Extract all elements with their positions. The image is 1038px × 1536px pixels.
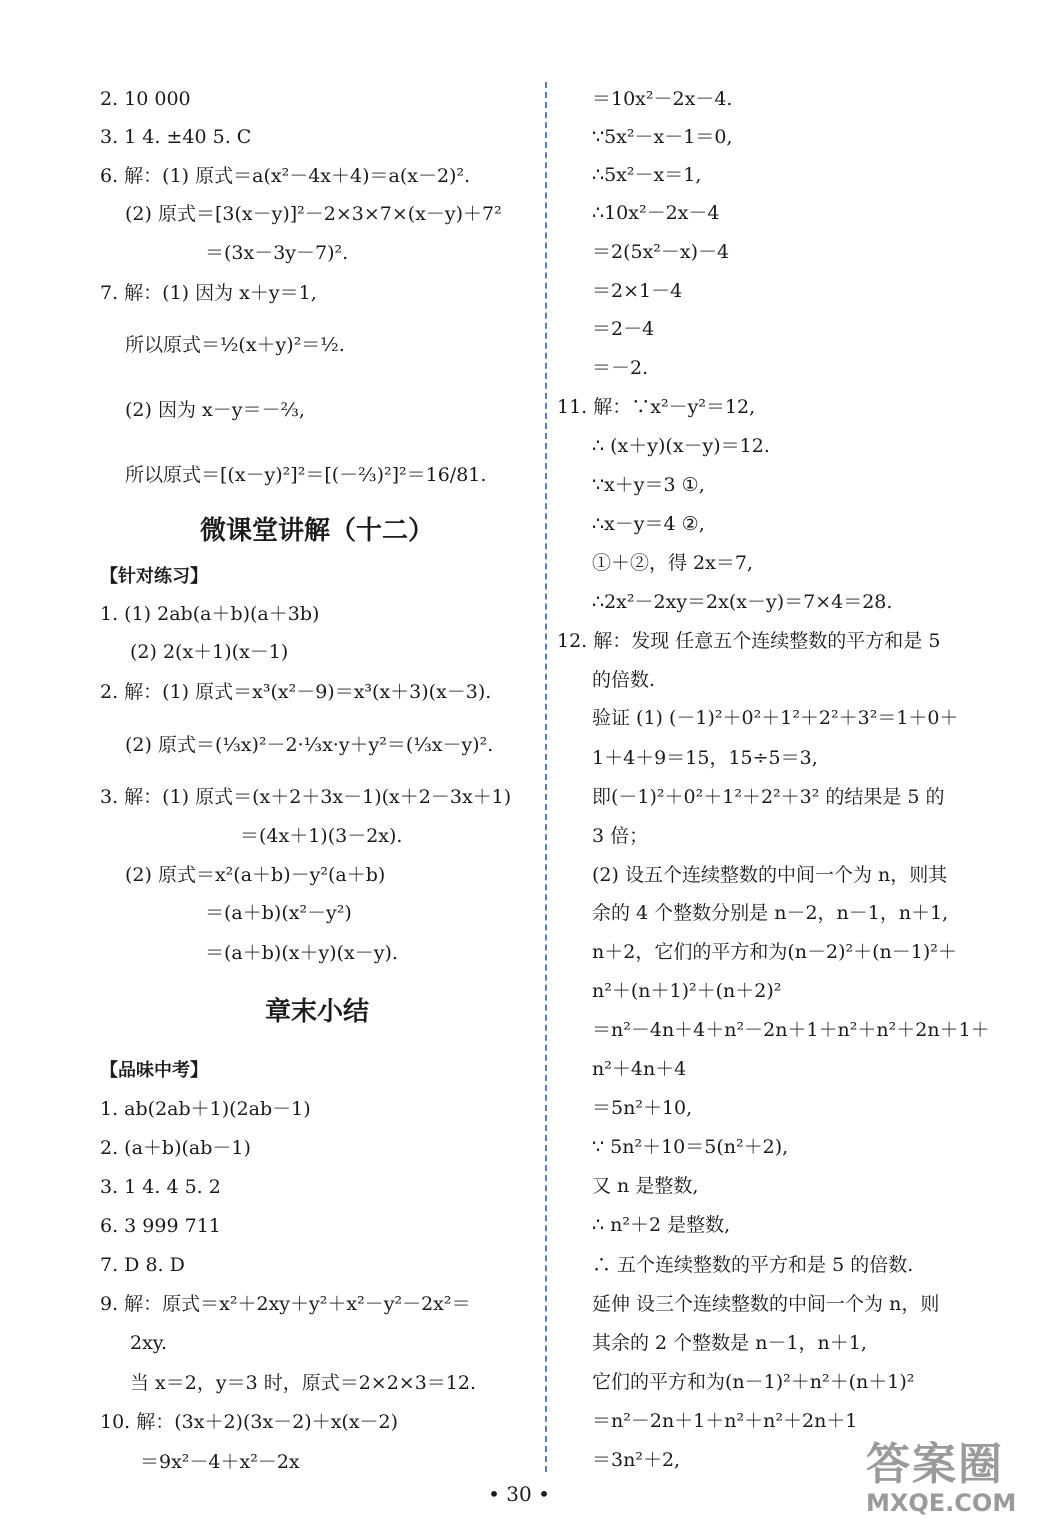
left-text-line: (2) 原式＝[3(x－y)]²－2×3×7×(x－y)＋7²	[125, 203, 502, 225]
right-text-line: ＝5n²＋10,	[592, 1097, 693, 1119]
left-text-line: 7. 解：(1) 因为 x＋y＝1,	[100, 282, 317, 304]
left-text-line: 1. (1) 2ab(a＋b)(a＋3b)	[100, 603, 320, 625]
left-text-line: 3. 解：(1) 原式＝(x＋2＋3x－1)(x＋2－3x＋1)	[100, 786, 512, 808]
right-text-line: ∵5x²－x－1＝0,	[592, 126, 733, 148]
left-text-line: (2) 原式＝x²(a＋b)－y²(a＋b)	[125, 864, 386, 886]
left-text-line: 3. 1 4. ±40 5. C	[100, 126, 252, 148]
left-text-line: 7. D 8. D	[100, 1254, 185, 1276]
right-text-line: ＝2(5x²－x)－4	[592, 241, 730, 263]
right-text-line: 延伸 设三个连续整数的中间一个为 n，则	[592, 1293, 940, 1315]
right-text-line: ①＋②，得 2x＝7,	[592, 552, 753, 574]
watermark-logo	[866, 1440, 1031, 1530]
right-text-line: ∴ 五个连续整数的平方和是 5 的倍数.	[592, 1254, 914, 1276]
left-text-line: 所以原式＝½(x＋y)²＝½.	[125, 334, 345, 356]
right-text-line: ＝2×1－4	[592, 280, 683, 302]
left-text-line: ＝(a＋b)(x²－y²)	[205, 902, 352, 924]
right-text-line: ∴5x²－x＝1,	[592, 164, 702, 186]
left-text-line: (2) 原式＝(⅓x)²－2·⅓x·y＋y²＝(⅓x－y)².	[125, 734, 494, 756]
right-text-line: (2) 设五个连续整数的中间一个为 n，则其	[592, 864, 948, 886]
left-text-line: 2. 解：(1) 原式＝x³(x²－9)＝x³(x＋3)(x－3).	[100, 681, 492, 703]
right-text-line: ∴10x²－2x－4	[592, 202, 720, 224]
right-text-line: ＝2－4	[592, 318, 655, 340]
right-text-line: 验证 (1) (－1)²＋0²＋1²＋2²＋3²＝1＋0＋	[592, 707, 959, 729]
right-text-line: ＝n²－2n＋1＋n²＋n²＋2n＋1	[592, 1410, 858, 1432]
left-text-line: ＝9x²－4＋x²－2x	[140, 1451, 300, 1473]
right-text-line: 即(－1)²＋0²＋1²＋2²＋3² 的结果是 5 的	[592, 786, 945, 808]
right-text-line: 1＋4＋9＝15，15÷5＝3,	[592, 747, 818, 769]
right-text-line: n²＋(n＋1)²＋(n＋2)²	[592, 980, 782, 1002]
right-text-line: 12. 解：发现 任意五个连续整数的平方和是 5	[557, 630, 941, 652]
left-text-line: ＝(3x－3y－7)².	[205, 242, 349, 264]
left-text-line: 9. 解：原式＝x²＋2xy＋y²＋x²－y²－2x²＝	[100, 1293, 471, 1315]
right-text-line: ＝10x²－2x－4.	[592, 88, 733, 110]
left-text-line: ＝(a＋b)(x＋y)(x－y).	[205, 942, 398, 964]
watermark-en: MXQE.COM	[866, 1489, 1017, 1517]
right-text-line: ∴x－y＝4 ②,	[592, 513, 705, 535]
right-text-line: 又 n 是整数,	[592, 1175, 699, 1197]
page-number: • 30 •	[488, 1482, 550, 1506]
tag-targeted-practice: 【针对练习】	[100, 566, 208, 587]
tag-exam-taste: 【品味中考】	[100, 1060, 208, 1081]
right-text-line: ∴ (x＋y)(x－y)＝12.	[592, 435, 770, 457]
left-text-line: 6. 3 999 711	[100, 1215, 221, 1237]
right-text-line: ∵ 5n²＋10＝5(n²＋2),	[592, 1136, 789, 1158]
left-text-line: 2xy.	[130, 1332, 168, 1354]
left-text-line: 2. 10 000	[100, 88, 191, 110]
right-text-line: ∴ n²＋2 是整数,	[592, 1214, 731, 1236]
right-text-line: ∴2x²－2xy＝2x(x－y)＝7×4＝28.	[592, 591, 893, 613]
right-text-line: ＝－2.	[592, 357, 649, 379]
left-text-line: ＝(4x＋1)(3－2x).	[240, 825, 403, 847]
column-divider	[545, 82, 547, 1472]
section-title-micro-lecture: 微课堂讲解（十二）	[200, 516, 435, 546]
right-text-line: 它们的平方和为(n－1)²＋n²＋(n＋1)²	[592, 1371, 915, 1393]
right-text-line: n＋2，它们的平方和为(n－2)²＋(n－1)²＋	[592, 941, 957, 963]
right-text-line: 的倍数.	[592, 669, 656, 691]
right-text-line: 11. 解：∵x²－y²＝12,	[557, 396, 756, 418]
right-text-line: 其余的 2 个整数是 n－1，n＋1,	[592, 1332, 867, 1354]
right-text-line: 3 倍；	[592, 825, 649, 847]
right-text-line: ∵x＋y＝3 ①,	[592, 474, 705, 496]
right-text-line: 余的 4 个整数分别是 n－2，n－1，n＋1,	[592, 902, 949, 924]
left-text-line: 3. 1 4. 4 5. 2	[100, 1176, 221, 1198]
left-text-line: 6. 解：(1) 原式＝a(x²－4x＋4)＝a(x－2)².	[100, 165, 471, 187]
left-text-line: 10. 解：(3x＋2)(3x－2)＋x(x－2)	[100, 1411, 399, 1433]
left-text-line: (2) 因为 x－y＝－⅔,	[125, 399, 305, 421]
right-text-line: n²＋4n＋4	[592, 1058, 687, 1080]
right-text-line: ＝3n²＋2,	[592, 1449, 681, 1471]
left-text-line: 所以原式＝[(x－y)²]²＝[(－⅔)²]²＝16/81.	[125, 464, 487, 486]
section-title-chapter-summary: 章末小结	[265, 997, 370, 1027]
left-text-line: 当 x＝2，y＝3 时，原式＝2×2×3＝12.	[130, 1372, 477, 1394]
watermark-cn: 答案圈	[866, 1439, 1004, 1490]
right-text-line: ＝n²－4n＋4＋n²－2n＋1＋n²＋n²＋2n＋1＋	[592, 1019, 990, 1041]
left-text-line: 2. (a＋b)(ab－1)	[100, 1137, 251, 1159]
left-text-line: 1. ab(2ab＋1)(2ab－1)	[100, 1098, 311, 1120]
left-text-line: (2) 2(x＋1)(x－1)	[130, 641, 289, 663]
